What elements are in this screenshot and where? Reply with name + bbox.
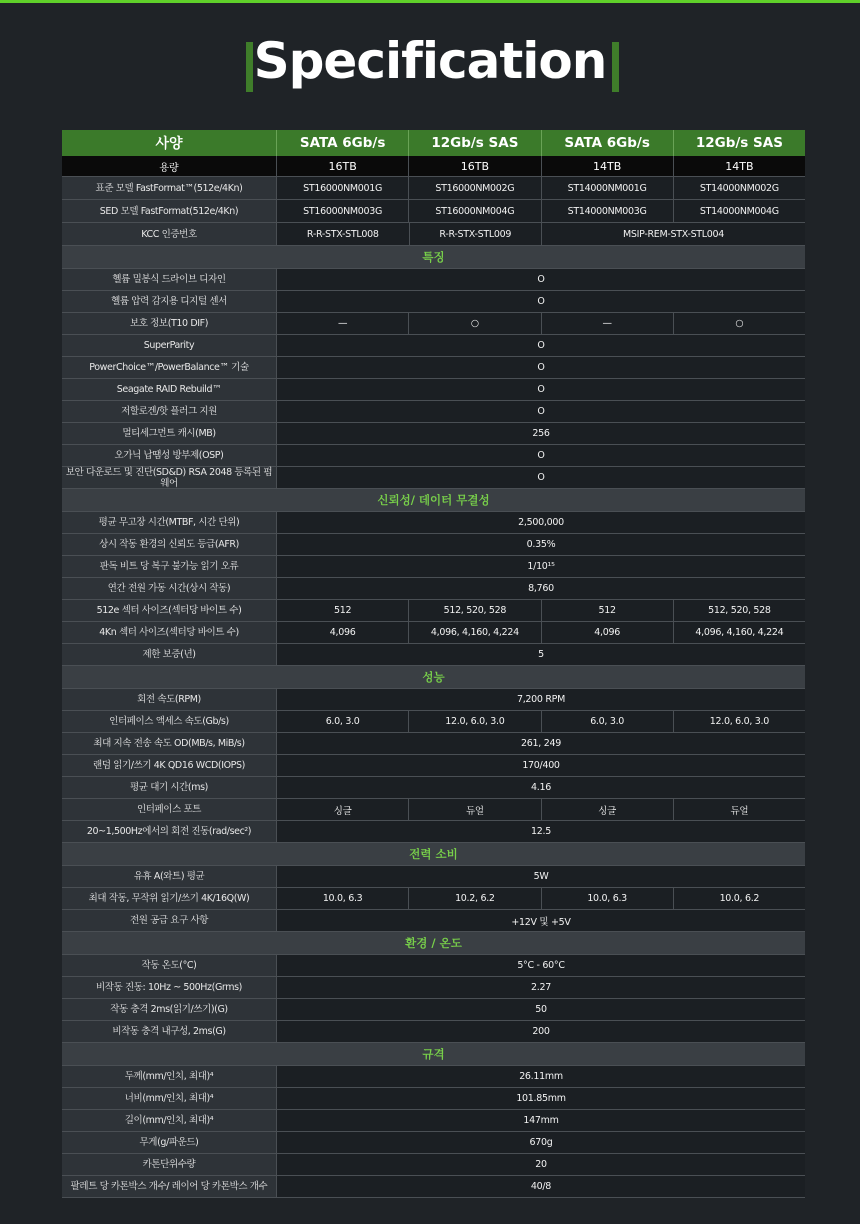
header-col-3: SATA 6Gb/s — [541, 130, 673, 156]
row-label: 전원 공급 요구 사항 — [62, 910, 277, 931]
row-label: 헬륨 압력 감지용 디지털 센서 — [62, 291, 277, 312]
row-value: 4.16 — [277, 777, 805, 798]
row-value: 5°C - 60°C — [277, 955, 805, 976]
table-row — [62, 467, 805, 489]
row-label: 평균 무고장 시간(MTBF, 시간 단위) — [62, 512, 277, 533]
capacity-row — [62, 156, 805, 177]
table-row — [62, 821, 805, 843]
table-row — [62, 512, 805, 534]
row-value: 8,760 — [277, 578, 805, 599]
row-value: 200 — [277, 1021, 805, 1042]
row-value: 10.0, 6.3 — [277, 888, 408, 909]
row-value: 170/400 — [277, 755, 805, 776]
top-accent-line — [0, 0, 860, 3]
row-value: 12.0, 6.0, 3.0 — [673, 711, 805, 732]
spec-table — [62, 130, 805, 1198]
row-value: 20 — [277, 1154, 805, 1175]
table-row — [62, 534, 805, 556]
row-value: O — [277, 379, 805, 400]
row-value: — — [277, 313, 408, 334]
table-row — [62, 313, 805, 335]
row-value: O — [277, 401, 805, 422]
table-row — [62, 401, 805, 423]
row-value: 5 — [277, 644, 805, 665]
row-label: 평균 대기 시간(ms) — [62, 777, 277, 798]
row-label: 연간 전원 가동 시간(상시 작동) — [62, 578, 277, 599]
row-value: 10.2, 6.2 — [408, 888, 540, 909]
row-value: 40/8 — [277, 1176, 805, 1197]
table-row — [62, 269, 805, 291]
table-row — [62, 777, 805, 799]
row-value: 싱글 — [277, 799, 408, 820]
row-label: 표준 모델 FastFormat™(512e/4Kn) — [62, 177, 277, 199]
capacity-value: 16TB — [328, 159, 357, 173]
row-value: 0.35% — [277, 534, 805, 555]
table-row — [62, 1176, 805, 1198]
row-label: KCC 인증번호 — [62, 223, 277, 245]
row-label: 랜덤 읽기/쓰기 4K QD16 WCD(IOPS) — [62, 755, 277, 776]
row-value: 6.0, 3.0 — [277, 711, 408, 732]
row-label: 판독 비트 당 복구 불가능 읽기 오류 — [62, 556, 277, 577]
row-label: 보안 다운로드 및 진단(SD&D) RSA 2048 등록된 펌웨어 — [62, 467, 277, 488]
row-value: 싱글 — [541, 799, 673, 820]
table-row — [62, 1066, 805, 1088]
table-row — [62, 379, 805, 401]
header-label: 사양 — [62, 130, 277, 156]
row-value: 4,096 — [277, 622, 408, 643]
table-row — [62, 357, 805, 379]
row-value: R-R-STX-STL008 — [277, 223, 409, 245]
row-label: 저할로겐/핫 플러그 지원 — [62, 401, 277, 422]
title-bar-right — [612, 42, 619, 92]
row-value: 12.0, 6.0, 3.0 — [408, 711, 540, 732]
table-row — [62, 622, 805, 644]
row-value: 512 — [541, 600, 673, 621]
row-value: 6.0, 3.0 — [541, 711, 673, 732]
table-row — [62, 1110, 805, 1132]
capacity-value: 14TB — [673, 156, 805, 176]
row-label: 512e 섹터 사이즈(섹터당 바이트 수) — [62, 600, 277, 621]
row-label: 비작동 충격 내구성, 2ms(G) — [62, 1021, 277, 1042]
table-row — [62, 866, 805, 888]
row-value: O — [277, 357, 805, 378]
table-row — [62, 177, 805, 200]
table-row — [62, 910, 805, 932]
row-label: 인터페이스 포트 — [62, 799, 277, 820]
table-row — [62, 999, 805, 1021]
row-label: 카톤단위수량 — [62, 1154, 277, 1175]
table-row — [62, 291, 805, 313]
row-label: SED 모델 FastFormat(512e/4Kn) — [62, 200, 277, 222]
table-header-row — [62, 130, 805, 156]
row-value: ST16000NM002G — [408, 177, 540, 199]
table-row — [62, 1021, 805, 1043]
row-label: 길이(mm/인치, 최대)⁴ — [62, 1110, 277, 1131]
row-value: ST16000NM004G — [408, 200, 540, 222]
row-label: 무게(g/파운드) — [62, 1132, 277, 1153]
row-label: 최대 작동, 무작위 읽기/쓰기 4K/16Q(W) — [62, 888, 277, 909]
row-value: ST16000NM003G — [277, 200, 408, 222]
row-value: ○ — [408, 313, 540, 334]
row-label: 회전 속도(RPM) — [62, 689, 277, 710]
row-label: 팔레트 당 카톤박스 개수/ 레이어 당 카톤박스 개수 — [62, 1176, 277, 1197]
row-label: 두께(mm/인치, 최대)⁴ — [62, 1066, 277, 1087]
row-value: 261, 249 — [277, 733, 805, 754]
row-label: 작동 충격 2ms(읽기/쓰기)(G) — [62, 999, 277, 1020]
row-value: O — [277, 335, 805, 356]
row-value: O — [277, 291, 805, 312]
row-value: 10.0, 6.3 — [541, 888, 673, 909]
row-value: 2,500,000 — [277, 512, 805, 533]
row-value: 2.27 — [277, 977, 805, 998]
row-label: 비작동 진동: 10Hz ~ 500Hz(Grms) — [62, 977, 277, 998]
header-col-1: SATA 6Gb/s — [299, 135, 386, 151]
table-row — [62, 445, 805, 467]
table-row — [62, 556, 805, 578]
row-value: ST16000NM001G — [277, 177, 408, 199]
table-row — [62, 1154, 805, 1176]
row-label: 너비(mm/인치, 최대)⁴ — [62, 1088, 277, 1109]
capacity-value: 16TB — [408, 156, 540, 176]
row-value: 4,096 — [541, 622, 673, 643]
row-value: 7,200 RPM — [277, 689, 805, 710]
title-area — [0, 30, 860, 102]
row-label: 작동 온도(°C) — [62, 955, 277, 976]
row-value: ○ — [673, 313, 805, 334]
row-value: 147mm — [277, 1110, 805, 1131]
row-value: 256 — [277, 423, 805, 444]
row-label: PowerChoice™/PowerBalance™ 기술 — [62, 357, 277, 378]
capacity-label: 용량 — [62, 156, 277, 176]
row-label: 최대 지속 전송 속도 OD(MB/s, MiB/s) — [62, 733, 277, 754]
table-row — [62, 644, 805, 666]
table-row — [62, 955, 805, 977]
row-value: 4,096, 4,160, 4,224 — [673, 622, 805, 643]
row-value: 5W — [277, 866, 805, 887]
row-value: 10.0, 6.2 — [673, 888, 805, 909]
row-value: O — [277, 467, 805, 488]
row-label: 4Kn 섹터 사이즈(섹터당 바이트 수) — [62, 622, 277, 643]
table-row — [62, 711, 805, 733]
row-value: 670g — [277, 1132, 805, 1153]
row-label: 멀티세그먼트 캐시(MB) — [62, 423, 277, 444]
row-label: 보호 정보(T10 DIF) — [62, 313, 277, 334]
row-label: 오가닉 납땜성 방부제(OSP) — [62, 445, 277, 466]
section-header-environment: 환경 / 온도 — [62, 932, 805, 955]
row-value: 26.11mm — [277, 1066, 805, 1087]
row-value: 101.85mm — [277, 1088, 805, 1109]
row-label: 유휴 A(와트) 평균 — [62, 866, 277, 887]
table-row — [62, 689, 805, 711]
table-row — [62, 1132, 805, 1154]
table-row — [62, 733, 805, 755]
row-value: — — [541, 313, 673, 334]
row-value: 12.5 — [277, 821, 805, 842]
table-row — [62, 755, 805, 777]
row-label: 헬륨 밀봉식 드라이브 디자인 — [62, 269, 277, 290]
table-row — [62, 200, 805, 223]
table-row — [62, 888, 805, 910]
row-value: MSIP-REM-STX-STL004 — [541, 223, 805, 245]
row-label: 인터페이스 액세스 속도(Gb/s) — [62, 711, 277, 732]
section-header-physical: 규격 — [62, 1043, 805, 1066]
row-value: 4,096, 4,160, 4,224 — [408, 622, 540, 643]
section-header-performance: 성능 — [62, 666, 805, 689]
row-value: ST14000NM001G — [541, 177, 673, 199]
row-value: ST14000NM002G — [673, 177, 805, 199]
row-value: 듀얼 — [673, 799, 805, 820]
page-title: Specification — [253, 32, 607, 90]
row-value: 512, 520, 528 — [408, 600, 540, 621]
row-value: 512, 520, 528 — [673, 600, 805, 621]
table-row — [62, 600, 805, 622]
row-value: 1/10¹⁵ — [277, 556, 805, 577]
section-header-features: 특징 — [62, 246, 805, 269]
section-header-power: 전력 소비 — [62, 843, 805, 866]
row-label: 20~1,500Hz에서의 회전 진동(rad/sec²) — [62, 821, 277, 842]
section-header-reliability: 신뢰성/ 데이터 무결성 — [62, 489, 805, 512]
row-value: ST14000NM004G — [673, 200, 805, 222]
row-value: +12V 및 +5V — [277, 910, 805, 931]
row-label: 상시 작동 환경의 신뢰도 등급(AFR) — [62, 534, 277, 555]
row-value: 듀얼 — [408, 799, 540, 820]
row-value: 50 — [277, 999, 805, 1020]
table-row — [62, 799, 805, 821]
row-label: Seagate RAID Rebuild™ — [62, 379, 277, 400]
row-label: SuperParity — [62, 335, 277, 356]
table-row — [62, 423, 805, 445]
header-col-4: 12Gb/s SAS — [673, 130, 805, 156]
table-row — [62, 335, 805, 357]
capacity-value: 14TB — [541, 156, 673, 176]
table-row — [62, 1088, 805, 1110]
table-row — [62, 223, 805, 246]
row-value: O — [277, 445, 805, 466]
table-row — [62, 578, 805, 600]
header-col-2: 12Gb/s SAS — [408, 130, 540, 156]
row-label: 제한 보증(년) — [62, 644, 277, 665]
table-row — [62, 977, 805, 999]
row-value: 512 — [277, 600, 408, 621]
row-value: ST14000NM003G — [541, 200, 673, 222]
row-value: R-R-STX-STL009 — [409, 223, 542, 245]
row-value: O — [277, 269, 805, 290]
